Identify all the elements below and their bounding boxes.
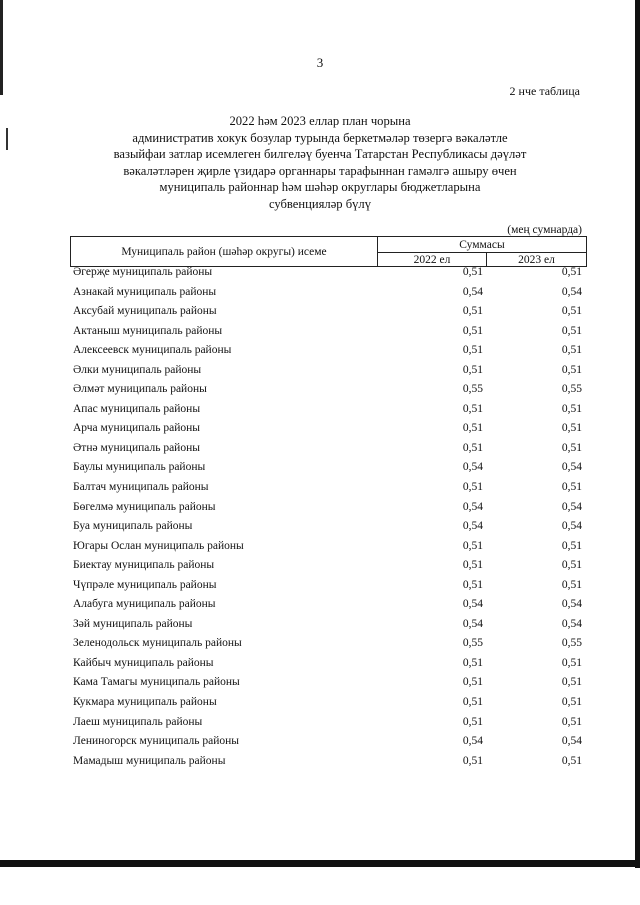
- value-2022: 0,51: [462, 266, 483, 278]
- municipality-name: Актаныш муниципаль районы: [73, 324, 223, 337]
- table-row: [0, 305, 640, 325]
- value-2022: 0,55: [462, 383, 483, 396]
- table-row: [0, 442, 640, 462]
- value-2022: 0,54: [462, 520, 483, 533]
- table-row: [0, 364, 640, 384]
- value-2022: 0,51: [462, 481, 483, 494]
- value-2023: 0,55: [561, 637, 582, 650]
- title-line: вәкаләтләрен җирле үзидарә органнары тарафыннан гамәлгә ашыру өчен: [123, 163, 517, 178]
- table-row: [0, 325, 640, 345]
- value-2022: 0,51: [462, 656, 483, 669]
- table-row: [0, 403, 640, 423]
- municipality-name: Әтнә муниципаль районы: [73, 441, 200, 454]
- scan-edge-left-mark: [6, 128, 8, 150]
- municipality-name: Зәй муниципаль районы: [73, 617, 193, 630]
- table-row: [0, 383, 640, 403]
- value-2023: 0,54: [561, 735, 582, 748]
- value-2023: 0,51: [561, 676, 582, 689]
- municipality-name: Әлки муниципаль районы: [73, 363, 202, 376]
- column-header-name: Муниципаль район (шәһәр округы) исеме: [70, 236, 378, 267]
- value-2022: 0,51: [462, 363, 483, 376]
- value-2023: 0,51: [561, 324, 582, 337]
- table-row: [0, 579, 640, 599]
- value-2023: 0,51: [561, 363, 582, 376]
- value-2023: 0,54: [561, 598, 582, 611]
- municipality-name: Югары Ослан муниципаль районы: [73, 539, 244, 552]
- table-row: [0, 559, 640, 579]
- municipality-name: Аксубай муниципаль районы: [73, 305, 217, 318]
- units-note: (мең сумнарда): [507, 224, 582, 236]
- value-2023: 0,51: [561, 696, 582, 709]
- title-line: 2022 һәм 2023 еллар план чорына: [229, 114, 411, 128]
- municipality-name: Әгерҗе муниципаль районы: [73, 266, 213, 278]
- municipality-name: Лаеш муниципаль районы: [73, 715, 203, 728]
- value-2022: 0,51: [462, 559, 483, 572]
- page-number: 3: [316, 55, 324, 70]
- municipality-name: Бөгелмә муниципаль районы: [73, 500, 216, 513]
- table-row: [0, 481, 640, 501]
- municipality-name: Азнакай муниципаль районы: [73, 285, 217, 298]
- value-2023: 0,51: [561, 305, 582, 318]
- value-2023: 0,51: [561, 578, 582, 591]
- table-body: [0, 266, 640, 774]
- value-2023: 0,51: [561, 422, 582, 435]
- value-2022: 0,51: [462, 696, 483, 709]
- value-2023: 0,51: [561, 715, 582, 728]
- municipality-name: Зеленодольск муниципаль районы: [73, 637, 242, 650]
- value-2022: 0,54: [462, 617, 483, 630]
- scan-edge-bottom: [0, 860, 640, 867]
- table-row: [0, 696, 640, 716]
- table-row: [0, 540, 640, 560]
- municipality-name: Арча муниципаль районы: [73, 422, 201, 435]
- value-2022: 0,54: [462, 461, 483, 474]
- municipality-name: Әлмәт муниципаль районы: [73, 383, 207, 396]
- value-2023: 0,54: [561, 617, 582, 630]
- table-row: [0, 266, 640, 286]
- table-row: [0, 520, 640, 540]
- column-header-sum: Суммасы: [377, 236, 587, 253]
- value-2023: 0,54: [561, 285, 582, 298]
- value-2022: 0,55: [462, 637, 483, 650]
- value-2023: 0,51: [561, 559, 582, 572]
- value-2023: 0,51: [561, 402, 582, 415]
- column-header-2023: 2023 ел: [486, 252, 587, 267]
- table-row: [0, 618, 640, 638]
- municipality-name: Кайбыч муниципаль районы: [73, 656, 214, 669]
- value-2023: 0,51: [561, 656, 582, 669]
- value-2023: 0,51: [561, 441, 582, 454]
- municipality-name: Кукмара муниципаль районы: [73, 696, 217, 709]
- table-row: [0, 637, 640, 657]
- table-row: [0, 755, 640, 775]
- municipality-name: Кама Тамагы муниципаль районы: [73, 676, 240, 689]
- title-line: административ хокук бозулар турында беркетмәләр төзергә вәкаләтле: [132, 130, 508, 145]
- value-2022: 0,51: [462, 578, 483, 591]
- value-2023: 0,51: [561, 266, 582, 278]
- value-2022: 0,54: [462, 735, 483, 748]
- value-2023: 0,51: [561, 344, 582, 357]
- value-2023: 0,55: [561, 383, 582, 396]
- value-2022: 0,51: [462, 402, 483, 415]
- value-2022: 0,51: [462, 715, 483, 728]
- municipality-name: Алабуга муниципаль районы: [73, 598, 216, 611]
- table-row: [0, 676, 640, 696]
- title-line: вазыйфаи затлар исемлеген билгеләү буенча Татарстан Республикасы дәүләт: [113, 147, 527, 162]
- value-2022: 0,54: [462, 285, 483, 298]
- title-line: муниципаль районнар һәм шәһәр округлары бюджетларына: [159, 180, 481, 195]
- municipality-name: Апас муниципаль районы: [73, 402, 201, 415]
- value-2022: 0,51: [462, 305, 483, 318]
- table-row: [0, 598, 640, 618]
- value-2022: 0,51: [462, 676, 483, 689]
- value-2022: 0,51: [462, 539, 483, 552]
- value-2023: 0,51: [561, 539, 582, 552]
- table-row: [0, 422, 640, 442]
- table-row: [0, 344, 640, 364]
- table-row: [0, 716, 640, 736]
- scan-edge-left: [0, 0, 3, 95]
- value-2022: 0,54: [462, 598, 483, 611]
- value-2022: 0,51: [462, 344, 483, 357]
- value-2022: 0,51: [462, 754, 483, 767]
- value-2022: 0,51: [462, 422, 483, 435]
- value-2023: 0,51: [561, 481, 582, 494]
- municipality-name: Алексеевск муниципаль районы: [73, 344, 232, 357]
- municipality-name: Биектау муниципаль районы: [73, 559, 215, 572]
- table-row: [0, 735, 640, 755]
- value-2022: 0,54: [462, 500, 483, 513]
- municipality-name: Чүпрәле муниципаль районы: [73, 578, 217, 591]
- table-row: [0, 286, 640, 306]
- value-2023: 0,51: [561, 754, 582, 767]
- document-title: [60, 113, 580, 213]
- value-2023: 0,54: [561, 500, 582, 513]
- value-2023: 0,54: [561, 461, 582, 474]
- table-reference: 2 нче таблица: [509, 84, 580, 98]
- value-2022: 0,51: [462, 441, 483, 454]
- table-row: [0, 501, 640, 521]
- value-2023: 0,54: [561, 520, 582, 533]
- table-row: [0, 657, 640, 677]
- title-line: субвенцияләр бүлү: [268, 196, 372, 211]
- municipality-name: Лениногорск муниципаль районы: [73, 735, 240, 748]
- municipality-name: Буа муниципаль районы: [73, 520, 193, 533]
- table-row: [0, 461, 640, 481]
- column-header-2022: 2022 ел: [377, 252, 487, 267]
- municipality-name: Баулы муниципаль районы: [73, 461, 206, 474]
- municipality-name: Мамадыш муниципаль районы: [73, 754, 226, 767]
- municipality-name: Балтач муниципаль районы: [73, 481, 209, 494]
- value-2022: 0,51: [462, 324, 483, 337]
